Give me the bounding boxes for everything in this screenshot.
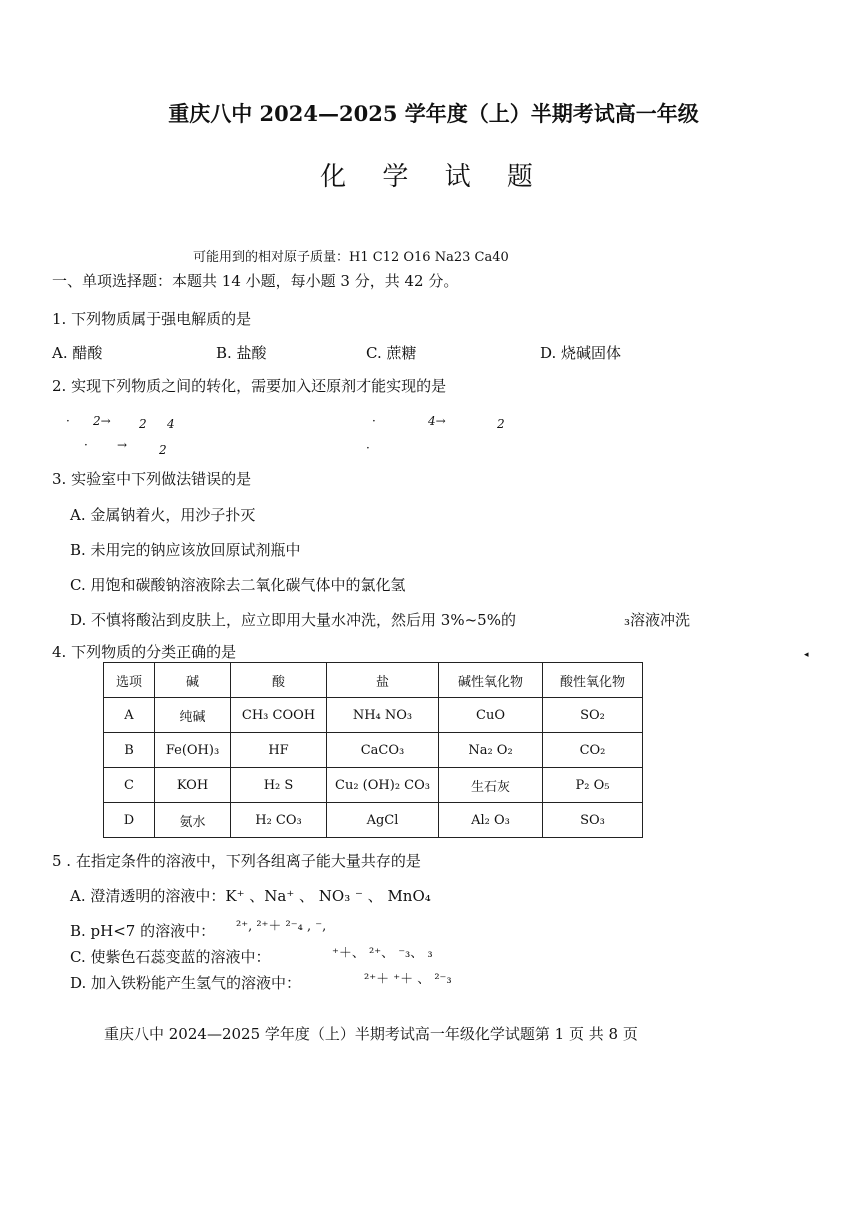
page-subtitle: 化 学 试 题 [320, 162, 547, 192]
question-5-option-b: B. pH<7 的溶液中： [70, 922, 216, 940]
q2-fragment: 2 [159, 443, 167, 457]
question-5-option-b-fragment: ²⁺, ²⁺＋ ²⁻₄ , ⁻, [236, 919, 327, 934]
question-3-stem: 3. 实验室中下列做法错误的是 [52, 470, 252, 488]
table-cell: Na₂ O₂ [439, 733, 543, 768]
table-header-cell: 盐 [327, 663, 439, 698]
page-title: 重庆八中 2024—2025 学年度（上）半期考试高一年级 [168, 101, 699, 126]
q2-fragment: · [366, 441, 370, 455]
table-cell: Fe(OH)₃ [155, 733, 231, 768]
table-cell: HF [231, 733, 327, 768]
question-1-stem: 1. 下列物质属于强电解质的是 [52, 310, 252, 328]
table-cell: A [104, 698, 155, 733]
q2-fragment: 2 [139, 417, 147, 431]
question-5-option-c: C. 使紫色石蕊变蓝的溶液中： [70, 948, 271, 966]
table-header-cell: 碱性氧化物 [439, 663, 543, 698]
question-1-option-b: B. 盐酸 [216, 344, 267, 362]
question-4-stem: 4. 下列物质的分类正确的是 [52, 643, 237, 661]
table-cell: SO₃ [543, 803, 643, 838]
question-1-option-d: D. 烧碱固体 [540, 344, 622, 362]
question-3-option-a: A. 金属钠着火，用沙子扑灭 [70, 506, 256, 524]
question-1-option-c: C. 蔗糖 [366, 344, 417, 362]
table-cell: Cu₂ (OH)₂ CO₃ [327, 768, 439, 803]
q2-fragment: · [66, 414, 70, 428]
table-cell: 氨水 [155, 803, 231, 838]
table-row [104, 698, 643, 733]
table-row [104, 768, 643, 803]
table-cell: CaCO₃ [327, 733, 439, 768]
table-cell: AgCl [327, 803, 439, 838]
table-row [104, 803, 643, 838]
question-1-option-a: A. 醋酸 [52, 344, 103, 362]
table-header-cell: 碱 [155, 663, 231, 698]
table-cell: SO₂ [543, 698, 643, 733]
question-5-stem: 5 . 在指定条件的溶液中，下列各组离子能大量共存的是 [52, 852, 421, 870]
question-3-option-b: B. 未用完的钠应该放回原试剂瓶中 [70, 541, 301, 559]
table-header-cell: 酸 [231, 663, 327, 698]
table-cell: D [104, 803, 155, 838]
question-5-option-d-fragment: ²⁺＋ ⁺＋ 、 ²⁻₃ [364, 972, 452, 987]
question-5-option-a: A. 澄清透明的溶液中：K⁺ 、Na⁺ 、 NO₃ ⁻ 、 MnO₄ [70, 887, 431, 905]
table-cell: H₂ S [231, 768, 327, 803]
table-header-row [104, 663, 643, 698]
question-3-option-c: C. 用饱和碳酸钠溶液除去二氧化碳气体中的氯化氢 [70, 576, 406, 594]
question-5-option-d: D. 加入铁粉能产生氢气的溶液中： [70, 974, 302, 992]
q2-fragment: 4→ [428, 414, 446, 428]
q2-fragment: 4 [167, 417, 175, 431]
q2-fragment: 2→ [93, 414, 111, 428]
classification-table [103, 662, 643, 838]
q2-fragment: → [117, 438, 128, 452]
table-cell: CuO [439, 698, 543, 733]
table-cell: 纯碱 [155, 698, 231, 733]
question-3-option-d-tail: ₃溶液冲洗 [624, 611, 691, 629]
margin-mark: ◂ [804, 650, 809, 660]
section-heading: 一、单项选择题：本题共 14 小题，每小题 3 分，共 42 分。 [52, 272, 459, 290]
table-cell: 生石灰 [439, 768, 543, 803]
question-2-stem: 2. 实现下列物质之间的转化，需要加入还原剂才能实现的是 [52, 377, 447, 395]
table-cell: Al₂ O₃ [439, 803, 543, 838]
q2-fragment: · [84, 438, 88, 452]
table-cell: KOH [155, 768, 231, 803]
table-cell: P₂ O₅ [543, 768, 643, 803]
table-cell: CO₂ [543, 733, 643, 768]
page-footer: 重庆八中 2024—2025 学年度（上）半期考试高一年级化学试题第 1 页 共 8 页 [104, 1025, 638, 1043]
q2-fragment: 2 [497, 417, 505, 431]
question-3-option-d: D. 不慎将酸沾到皮肤上，应立即用大量水冲洗，然后用 3%~5%的 [70, 611, 516, 629]
table-cell: NH₄ NO₃ [327, 698, 439, 733]
question-5-option-c-fragment: ⁺＋、 ²⁺、 ⁻₃、 ₃ [332, 946, 433, 961]
table-cell: C [104, 768, 155, 803]
table-header-cell: 选项 [104, 663, 155, 698]
table-cell: CH₃ COOH [231, 698, 327, 733]
table-cell: B [104, 733, 155, 768]
table-row [104, 733, 643, 768]
q2-fragment: · [372, 414, 376, 428]
table-header-cell: 酸性氧化物 [543, 663, 643, 698]
atomic-masses: 可能用到的相对原子质量：H1 C12 O16 Na23 Ca40 [193, 250, 509, 265]
table-cell: H₂ CO₃ [231, 803, 327, 838]
